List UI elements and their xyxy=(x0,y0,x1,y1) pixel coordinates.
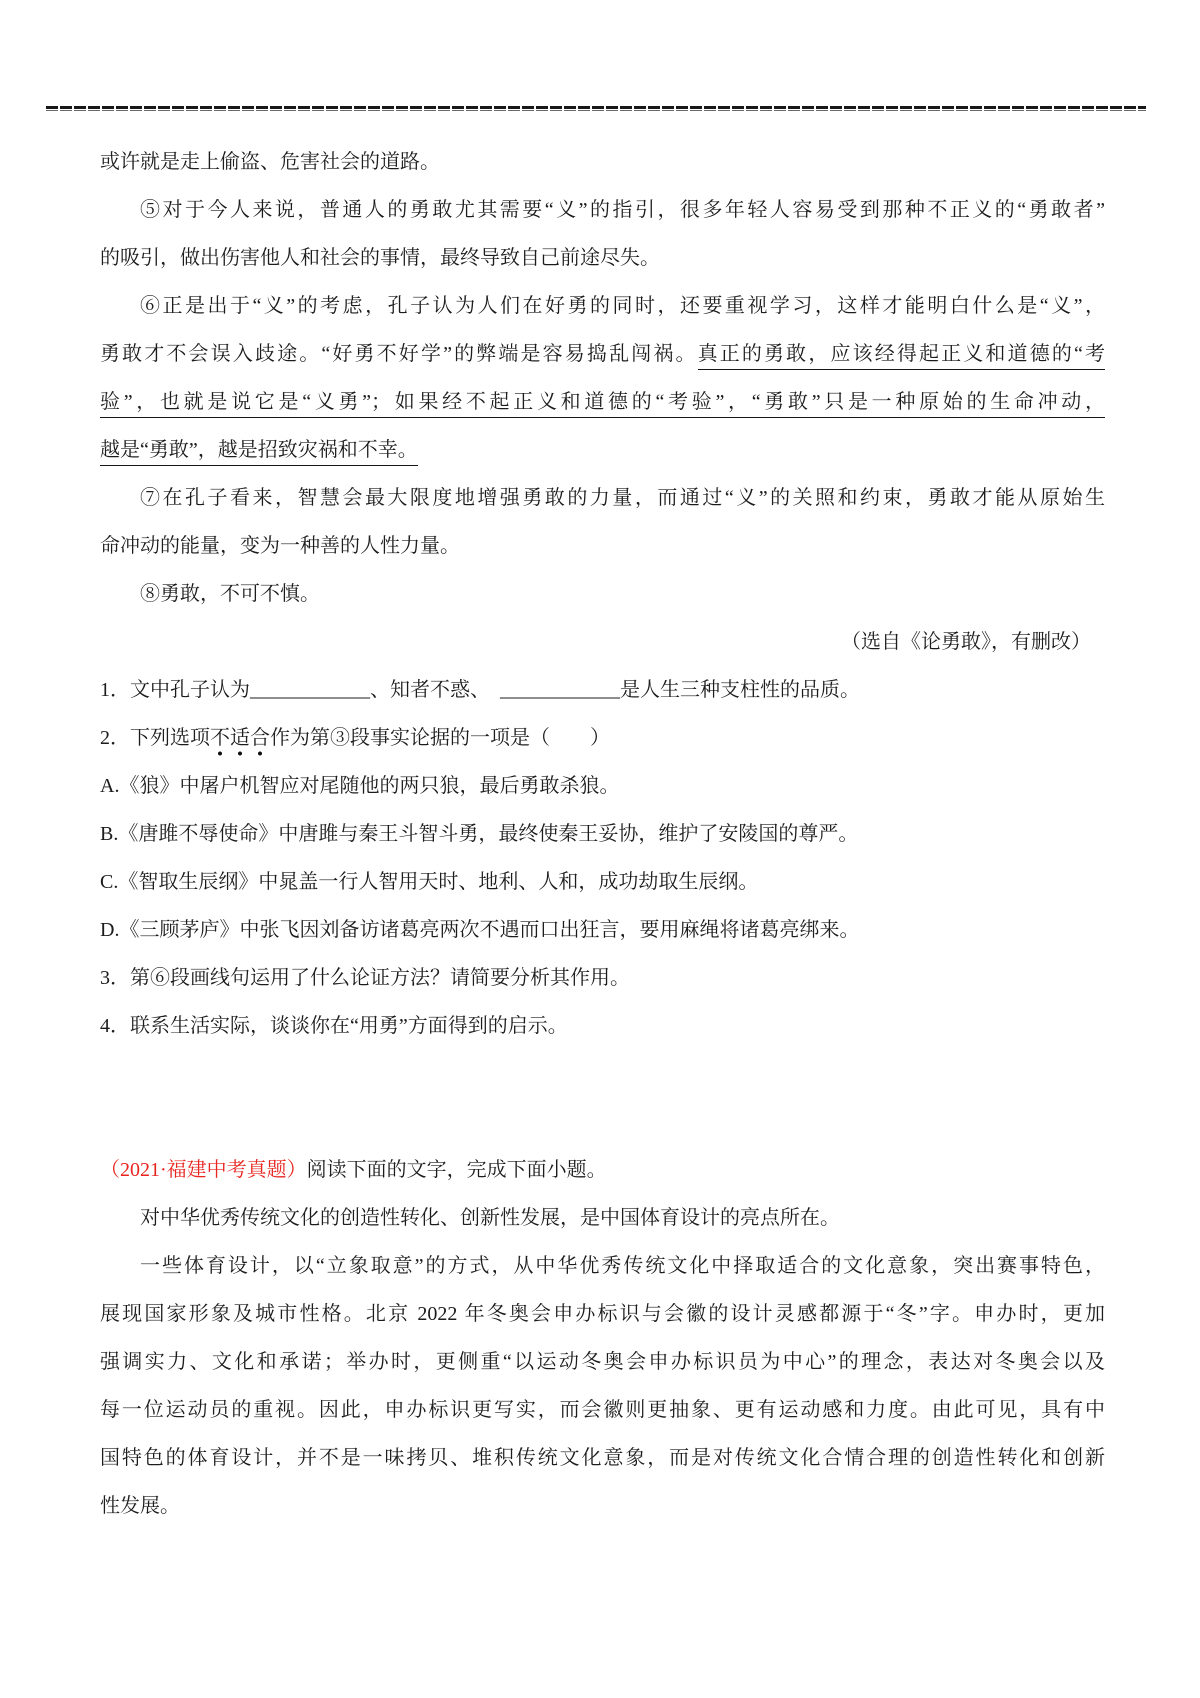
question-4-text: 4．联系生活实际，谈谈你在“用勇”方面得到的启示。 xyxy=(100,1015,568,1037)
source-attribution-text: （选自《论勇敢》，有删改） xyxy=(841,631,1091,653)
passage2-text: 强调实力、文化和承诺；举办时，更侧重“以运动冬奥会申办标识员为中心”的理念，表达对冬奥会以及 xyxy=(100,1351,1105,1373)
question-2-text: 2．下列选项 xyxy=(100,727,210,749)
answer-blank-1: ____________ xyxy=(250,679,370,701)
document-content xyxy=(100,138,1105,1530)
passage1-text: 命冲动的能量，变为一种善的人性力量。 xyxy=(100,535,460,557)
question-2-text: 作为第③段事实论据的一项是（ ） xyxy=(270,727,610,749)
passage1-line-2 xyxy=(100,186,1105,234)
passage1-line-1 xyxy=(100,138,1105,186)
passage2-line-5 xyxy=(100,1386,1105,1434)
option-a-text: A.《狼》中屠户机智应对尾随他的两只狼，最后勇敢杀狼。 xyxy=(100,775,620,797)
question-3-text: 3．第⑥段画线句运用了什么论证方法？请简要分析其作用。 xyxy=(100,967,630,989)
passage1-text: 或许就是走上偷盗、危害社会的道路。 xyxy=(100,151,440,173)
question-4 xyxy=(100,1002,1105,1050)
question-1-text: 、知者不惑、 xyxy=(370,679,490,701)
passage2-text: 每一位运动员的重视。因此，申办标识更写实，而会徽则更抽象、更有运动感和力度。由此可见，具有中 xyxy=(100,1399,1105,1421)
passage1-line-7 xyxy=(100,426,1105,474)
spacer-row xyxy=(100,1098,1105,1146)
passage1-text: ⑤对于今人来说，普通人的勇敢尤其需要“义”的指引，很多年轻人容易受到那种不正义的“勇敢者” xyxy=(140,199,1105,221)
passage2-line-3 xyxy=(100,1290,1105,1338)
question-2 xyxy=(100,714,1105,762)
passage2-line-1 xyxy=(100,1194,1105,1242)
passage1-source-attribution xyxy=(100,618,1105,666)
option-c xyxy=(100,858,1105,906)
passage2-line-4 xyxy=(100,1338,1105,1386)
passage1-line-6 xyxy=(100,378,1105,426)
passage1-text: 勇敢才不会误入歧途。“好勇不好学”的弊端是容易捣乱闯祸。 xyxy=(100,343,698,365)
underlined-sentence-part: 越是“勇敢”，越是招致灾祸和不幸。 xyxy=(100,439,418,466)
passage1-line-8 xyxy=(100,474,1105,522)
spacer-row xyxy=(100,1050,1105,1098)
passage1-text: ⑥正是出于“义”的考虑，孔子认为人们在好勇的同时，还要重视学习，这样才能明白什么是“义”， xyxy=(140,295,1105,317)
passage1-line-5 xyxy=(100,330,1105,378)
passage2-text: 国特色的体育设计，并不是一味拷贝、堆积传统文化意象，而是对传统文化合情合理的创造性转化和创新 xyxy=(100,1447,1105,1469)
passage1-line-9 xyxy=(100,522,1105,570)
question-1 xyxy=(100,666,1105,714)
page-divider-thin-line xyxy=(46,110,1146,111)
passage1-text: ⑦在孔子看来，智慧会最大限度地增强勇敢的力量，而通过“义”的关照和约束，勇敢才能从原始生 xyxy=(140,487,1105,509)
option-d xyxy=(100,906,1105,954)
page-divider xyxy=(46,106,1146,111)
passage2-text: 对中华优秀传统文化的创造性转化、创新性发展，是中国体育设计的亮点所在。 xyxy=(140,1207,840,1229)
question-1-text: 1．文中孔子认为 xyxy=(100,679,250,701)
passage2-intro-text: 阅读下面的文字，完成下面小题。 xyxy=(306,1159,607,1181)
passage2-text: 性发展。 xyxy=(100,1495,180,1517)
underlined-sentence-part: 验”，也就是说它是“义勇”；如果经不起正义和道德的“考验”，“勇敢”只是一种原始的生命冲动， xyxy=(100,391,1105,418)
emphasized-text: 不适合 xyxy=(210,727,270,756)
page-divider-thick-line xyxy=(46,106,1146,109)
option-b-text: B.《唐雎不辱使命》中唐雎与秦王斗智斗勇，最终使秦王妥协，维护了安陵国的尊严。 xyxy=(100,823,859,845)
option-d-text: D.《三顾茅庐》中张飞因刘备访诸葛亮两次不遇而口出狂言，要用麻绳将诸葛亮绑来。 xyxy=(100,919,860,941)
passage1-text: 的吸引，做出伤害他人和社会的事情，最终导致自己前途尽失。 xyxy=(100,247,660,269)
option-b xyxy=(100,810,1105,858)
passage2-line-6 xyxy=(100,1434,1105,1482)
passage2-text: 展现国家形象及城市性格。北京 2022 年冬奥会申办标识与会徽的设计灵感都源于“冬”字。申办时，更加 xyxy=(100,1303,1105,1325)
passage2-line-2 xyxy=(100,1242,1105,1290)
passage1-text: ⑧勇敢，不可不慎。 xyxy=(140,583,320,605)
exam-source-tag: （2021·福建中考真题） xyxy=(100,1159,307,1181)
passage2-intro-line xyxy=(100,1146,1105,1194)
passage2-text: 一些体育设计，以“立象取意”的方式，从中华优秀传统文化中择取适合的文化意象，突出赛事特色， xyxy=(140,1255,1105,1277)
answer-blank-2: ____________ xyxy=(500,679,620,701)
passage2-line-7 xyxy=(100,1482,1105,1530)
option-a xyxy=(100,762,1105,810)
underlined-sentence-part: 真正的勇敢，应该经得起正义和道德的“考 xyxy=(698,343,1105,370)
option-c-text: C.《智取生辰纲》中晁盖一行人智用天时、地利、人和，成功劫取生辰纲。 xyxy=(100,871,759,893)
passage1-line-3 xyxy=(100,234,1105,282)
passage1-line-10 xyxy=(100,570,1105,618)
question-3 xyxy=(100,954,1105,1002)
question-1-text: 是人生三种支柱性的品质。 xyxy=(620,679,860,701)
passage1-line-4 xyxy=(100,282,1105,330)
